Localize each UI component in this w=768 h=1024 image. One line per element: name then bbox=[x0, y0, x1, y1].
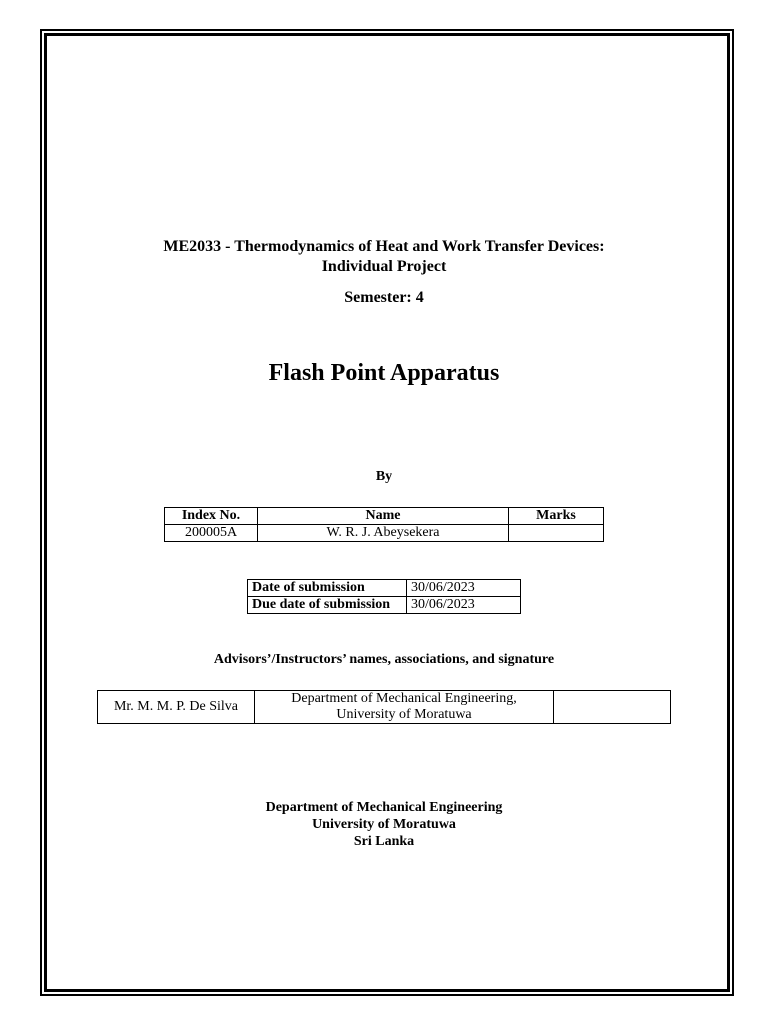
advisor-association bbox=[255, 691, 554, 724]
project-title: Flash Point Apparatus bbox=[268, 360, 500, 386]
footer-institution bbox=[0, 799, 768, 850]
advisor-association-line-1: Department of Mechanical Engineering, bbox=[291, 691, 517, 706]
header-name: Name bbox=[258, 508, 509, 525]
course-title bbox=[0, 237, 768, 277]
advisor-signature bbox=[554, 691, 671, 724]
due-date-label: Due date of submission bbox=[248, 597, 407, 614]
table-row bbox=[98, 691, 671, 724]
submission-date-label: Date of submission bbox=[248, 580, 407, 597]
footer-line-1: Department of Mechanical Engineering bbox=[265, 800, 503, 815]
course-title-line-1: ME2033 - Thermodynamics of Heat and Work Transfer Devices: bbox=[163, 238, 605, 255]
table-row bbox=[248, 580, 521, 597]
course-title-line-2: Individual Project bbox=[321, 258, 447, 275]
header-marks: Marks bbox=[509, 508, 604, 525]
advisors-heading: Advisors’/Instructors’ names, associations, and signature bbox=[213, 652, 555, 667]
student-table-header-row bbox=[165, 508, 604, 525]
cell-name: W. R. J. Abeysekera bbox=[258, 525, 509, 542]
cell-marks bbox=[509, 525, 604, 542]
submission-date-value: 30/06/2023 bbox=[407, 580, 521, 597]
header-index-no: Index No. bbox=[165, 508, 258, 525]
due-date-value: 30/06/2023 bbox=[407, 597, 521, 614]
footer-line-3: Sri Lanka bbox=[353, 834, 415, 849]
semester-label: Semester: 4 bbox=[344, 289, 424, 306]
dates-table bbox=[247, 579, 521, 614]
cell-index-no: 200005A bbox=[165, 525, 258, 542]
advisor-table bbox=[97, 690, 671, 724]
footer-line-2: University of Moratuwa bbox=[312, 817, 456, 832]
advisor-association-line-2: University of Moratuwa bbox=[336, 707, 472, 722]
by-label: By bbox=[375, 469, 393, 484]
advisor-name: Mr. M. M. P. De Silva bbox=[98, 691, 255, 724]
student-table bbox=[164, 507, 604, 542]
table-row bbox=[165, 525, 604, 542]
table-row bbox=[248, 597, 521, 614]
